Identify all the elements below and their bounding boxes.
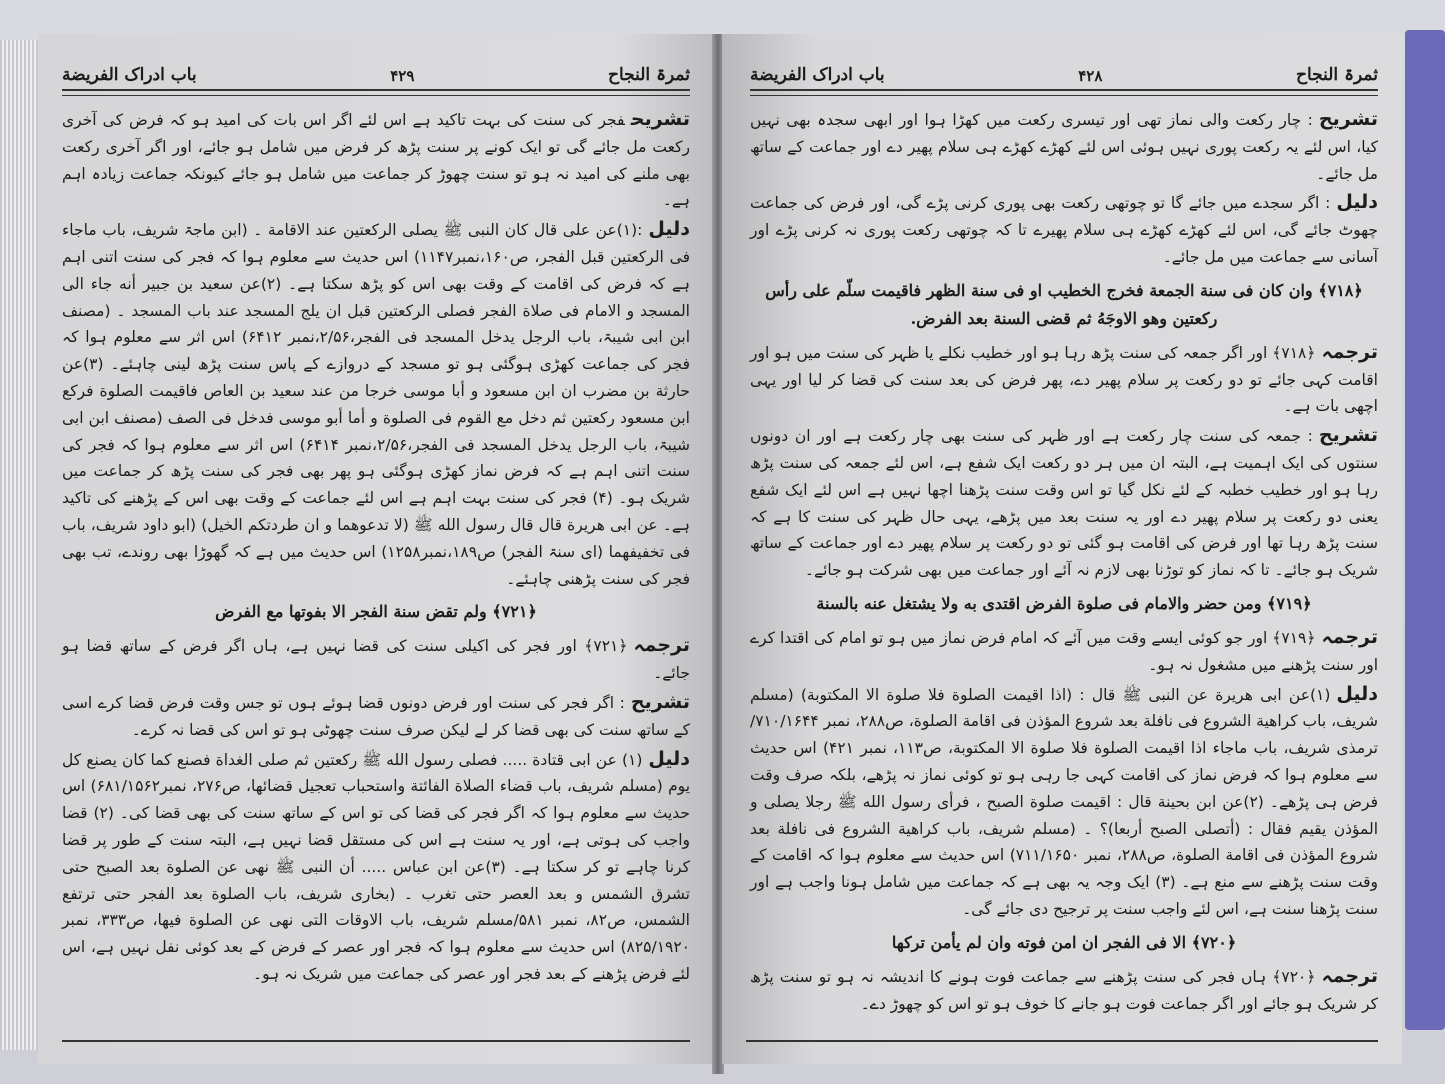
paragraph-text: ﴿۷۱۹﴾ اور جو کوئی ایسے وقت میں آئے کہ امام فرض نماز میں ہو تو امام کی اقتدا کرے اور سنت پڑھنے میں مشغول نہ ہو۔ <box>750 628 1378 674</box>
body-paragraph <box>750 963 1378 1018</box>
arabic-text-line: ﴿۷۲۰﴾ الا فی الفجر ان امن فوته وان لم يأمن ترکها <box>891 932 1237 952</box>
section-keyword: دلیل <box>1336 191 1378 214</box>
paragraph-text: فجر کی سنت کی بہت تاکید ہے اس لئے اگر اس بات کی امید ہو کہ فرض کی آخری رکعت مل جائے گی تو ایک کونے پر سنت پڑھ کر فرض میں شامل ہو جائے، اور اگر آخری رکعت بھی ملنے کی امید نہ ہو تو سنت چھوڑ کر جماعت میں شامل ہو جائے کیونکہ جماعت زیادہ اہم ہے۔ <box>62 111 690 210</box>
header-rule <box>62 95 690 96</box>
body-paragraph <box>750 339 1378 420</box>
paragraph-text: ﴿۷۱۸﴾ اور اگر جمعہ کی سنت پڑھ رہا ہو اور خطیب نکلے یا ظہر کی سنت میں ہو اور اقامت کہی جائے تو دو رکعت پر سلام پھیر دے، پھر فرض کی بعد سنت کی قضا کر لیا اور یہی اچھی بات ہے۔ <box>750 343 1378 416</box>
paragraph-text: : اگر فجر کی سنت اور فرض دونوں قضا ہوئے ہوں تو جس وقت فرض قضا کرے اسی کے ساتھ سنت کی بھی قضا کر لے لیکن صرف سنت چھوٹی ہو تو اس کی قضا نہ کرے۔ <box>62 693 690 739</box>
section-keyword: ترجمہ <box>1321 340 1378 363</box>
section-keyword: تشریح <box>630 690 690 713</box>
left-page <box>38 34 714 1064</box>
right-chapter-title: باب ادراک الفریضة <box>750 65 885 85</box>
section-keyword: تشریح <box>1318 108 1378 130</box>
header-rule <box>750 95 1378 96</box>
body-paragraph <box>62 106 690 214</box>
body-paragraph <box>750 624 1378 679</box>
paragraph-text: ﴿۷۲۱﴾ اور فجر کی اکیلی سنت کی قضا نہیں ہے، ہاں اگر فرض کے ساتھ قضا ہو جائے۔ <box>62 637 690 683</box>
section-keyword: ترجمہ <box>1321 625 1378 648</box>
footer-rule <box>62 1040 690 1042</box>
book-cover-edge <box>1405 30 1445 1030</box>
paragraph-text: : اگر سجدے میں جائے گا تو چوتھی رکعت بھی پوری کرنی پڑے گی، اور فرض کی جماعت چھوٹ جائے گی، اس لئے کھڑے کھڑے ہی سلام پھیرے تا کہ چوتھی رکعت پوری نہ کرنی پڑے اور آسانی سے جماعت میں مل جائے۔ <box>750 194 1378 266</box>
right-page <box>722 34 1402 1064</box>
section-keyword: ترجمہ <box>633 634 690 657</box>
paragraph-text: ﴿۷۲۰﴾ ہاں فجر کی سنت پڑھنے سے جماعت فوت ہونے کا اندیشہ نہ ہو تو سنت پڑھ کر شریک ہو جائے اور اگر جماعت فوت ہو جانے کا خوف ہو تو اس کو چھوڑ دے۔ <box>750 967 1378 1013</box>
section-keyword: تشریح <box>1318 424 1378 447</box>
body-paragraph <box>62 632 690 687</box>
body-paragraph <box>62 689 690 744</box>
body-paragraph <box>62 746 690 988</box>
paragraph-text: : چار رکعت والی نماز تھی اور تیسری رکعت میں کھڑا ہوا اور ابھی سجدہ بھی نہیں کیا، اس لئے یہ رکعت پوری نہیں ہوئی اس لئے کھڑے کھڑے ہی سلام پھیر دے اور جماعت کے ساتھ مل جائے۔ <box>750 111 1378 183</box>
right-book-title: ثمرۃ النجاح <box>1296 65 1378 85</box>
section-keyword: ترجمہ <box>1321 964 1378 987</box>
paragraph-text: :(۱)عن علی قال کان النبی ﷺ یصلی الرکعتین عند الاقامة ۔ (ابن ماجۃ شریف، باب ماجاء فی الرکعتین قبل الفجر، ص۱۶۰،نمبر۱۱۴۷) اس حدیث سے معلوم ہوا کہ فجر کی سنت اتنی اہم ہے کہ فرض کی اقامت کے وقت بھی اس کو پڑھ سکتا ہے۔ (۲)عن سعید بن جبیر أنه جاء الی المسجد و الامام فی صلاة الفجر فصلی الرکعتین قبل ان یلج المسجد عند باب المسجد ۔ (مصنف ابن ابی شیبۃ، باب الرجل یدخل المسجد فی الفجر،۲/۵۶،نمبر ۶۴۱۲) اس اثر سے معلوم ہوا کہ فجر کی جماعت کھڑی ہوگئی ہو تو مسجد کے دروازے کے پاس سنت پڑھ لینی چاہئے۔ (۳)عن حارثة بن مضرب ان ابن مسعود و أبا موسی خرجا من عند سعید بن العاص فاقیمت الصلوة فرکع ابن مسعود رکعتین ثم دخل مع القوم فی الصلوة و أما أبو موسی فدخل فی الصف (مصنف ابن ابی شیبۃ، باب الرجل یدخل المسجد فی الفجر،۲/۵۶،نمبر ۶۴۱۴) اس اثر سے معلوم ہوا کہ فجر کی سنت اتنی اہم ہے کہ فرض نماز کھڑی ہوگئی ہو پھر بھی فجر کی سنت پڑھ کر جماعت میں شریک ہو۔ (۴) فجر کی سنت بہت اہم ہے اس لئے جماعت کے وقت بھی اس کے پڑھنے کی تاکید ہے۔ عن ابی هريرة قال قال رسول الله ﷺ (لا تدعوهما و ان طردتكم الخيل) (ابو داود شریف، باب فی تخفیفهما (ای سنۃ الفجر) ص۱۸۹،نمبر۱۲۵۸) اس حدیث میں ہے کہ گھوڑا بھی روندے، تب بھی فجر کی سنت پڑھنی چاہئے۔ <box>62 221 691 588</box>
left-page-header <box>62 64 690 91</box>
section-keyword: تشریح <box>630 108 690 130</box>
left-page-body <box>62 106 690 988</box>
arabic-text-line: ﴿۷۲۱﴾ ولم تقض سنة الفجر الا بفوتها مع الفرض <box>215 602 537 622</box>
section-keyword: دلیل <box>648 747 690 770</box>
footer-rule <box>746 1040 1378 1042</box>
paragraph-text: : جمعہ کی سنت چار رکعت ہے اور ظہر کی سنت بھی چار رکعت ہے اور ان دونوں سنتوں کی ایک اہمیت ہے، البتہ ان میں ہر دو رکعت ایک شفع ہے، اس لئے جمعہ کی سنت پڑھ رہا ہو اور خطیب خطبہ کے لئے نکل گیا تو اس وقت سنت پڑھنا اچھا نہیں ہے اس لئے ایک شفع یعنی دو رکعت پر سلام پھیر دے اور یہ سنت بعد میں پڑھے، یہی حال ظہر کی سنت کا ہے کہ سنت پڑھ رہا تھا اور فرض کی اقامت ہو گئی تو دو رکعت پر سلام پھیر دے اور جماعت کے ساتھ شریک ہو جائے۔ تا کہ نماز کو توڑنا بھی لازم نہ آئے اور جماعت میں بھی شرکت ہو جائے۔ <box>750 427 1378 580</box>
paragraph-text: (۱) عن ابی قتادة ..... فصلی رسول الله ﷺ رکعتین ثم صلی الغداة فصنع کما کان یصنع کل یوم (مسلم شریف، باب قضاء الصلاة الفائتة واستحباب تعجیل قضائها، ص۲۷۶، نمبر۶۸۱/۱۵۶۲) اس حدیث سے معلوم ہوا کہ اگر فجر کی قضا کی تو اس کے ساتھ سنت کی بھی قضا کی۔ (۲) قضا واجب کی ہوتی ہے، اور یہ سنت ہے اس کی مستقل قضا نہیں ہے، البتہ سنت کے طور پر قضا کرنا چاہے تو کر سکتا ہے۔ (۳)عن ابن عباس ..... أن النبی ﷺ نهی عن الصلوة بعد الصبح حتی تشرق الشمس و بعد العصر حتی تغرب ۔ (بخاری شریف، باب الصلوة بعد الفجر حتی ترتفع الشمس، ص۸۲، نمبر ۵۸۱/مسلم شریف، باب الاوقات التی نهی عن الصلوة فیها، ص۳۳۳، نمبر ۸۲۵/۱۹۲۰) اس حدیث سے معلوم ہوا کہ فجر اور عصر کے فرض کے بعد کوئی نفل نہیں ہے، اس لئے فرض پڑھنے کے بعد فجر اور عصر کی جماعت میں شریک نہ ہو۔ <box>62 750 691 983</box>
body-paragraph <box>750 106 1378 187</box>
section-keyword: دلیل <box>648 218 690 241</box>
body-paragraph <box>62 216 690 592</box>
left-chapter-title: باب ادراک الفریضة <box>62 65 197 85</box>
left-book-title: ثمرۃ النجاح <box>608 65 690 85</box>
page-stack <box>0 40 40 1050</box>
body-paragraph <box>750 681 1378 923</box>
paragraph-text: (۱)عن ابی هريرة عن النبی ﷺ قال : (اذا اقیمت الصلوة فلا صلوة الا المکتوبة) (مسلم شریف، باب کراهية الشروع فی نافلة بعد شروع المؤذن فی اقامة الصلوة، ص۲۸۸، نمبر ۷۱۰/۱۶۴۴/ ترمذی شریف، باب ماجاء اذا اقیمت الصلوة فلا صلوة الا المکتوبة، ص۱۱۳، نمبر ۴۲۱) اس حدیث سے معلوم ہوا کہ فرض نماز کی اقامت کہی جا رہی ہو تو کوئی نماز نہ پڑھے، بلکہ صرف وقت فرض ہی پڑھے۔ (۲)عن ابن بحينة قال : اقيمت صلوة الصبح ، فرأى رسول الله ﷺ رجلا يصلى و المؤذن يقيم فقال : (أتصلی الصبح أربعا)؟ ۔ (مسلم شریف، باب کراهية الشروع فی نافلة بعد شروع المؤذن فی اقامة الصلوة، ص۲۸۸، نمبر ۷۱۱/۱۶۵۰) اس حدیث سے معلوم ہوا کہ اقامت کے وقت سنت پڑھنے سے منع ہے۔ (۳) ایک وجہ یہ بھی ہے کہ جماعت میں شامل ہونا واجب ہے اور سنت پڑھنا سنت ہے، اس لئے واجب سنت پر ترجیح دی جائے گی۔ <box>750 685 1379 918</box>
body-paragraph <box>750 422 1378 584</box>
right-page-body <box>750 106 1378 1017</box>
arabic-text-line: ﴿۷۱۹﴾ ومن حضر والامام فی صلوة الفرض اقتدى به ولا يشتغل عنه بالسنة <box>816 593 1312 613</box>
left-page-number: ۴۲۹ <box>390 67 415 85</box>
body-paragraph <box>750 189 1378 270</box>
right-page-number: ۴۲۸ <box>1078 67 1103 85</box>
right-page-header <box>750 64 1378 91</box>
arabic-text-line: ﴿۷۱۸﴾ وان کان فی سنة الجمعة فخرج الخطيب او فی سنة الظهر فاقيمت سلّم علی رأس رکعتين وهو الاوجَهُ ثم قضی السنة بعد الفرض. <box>765 280 1363 328</box>
section-keyword: دلیل <box>1336 682 1378 705</box>
